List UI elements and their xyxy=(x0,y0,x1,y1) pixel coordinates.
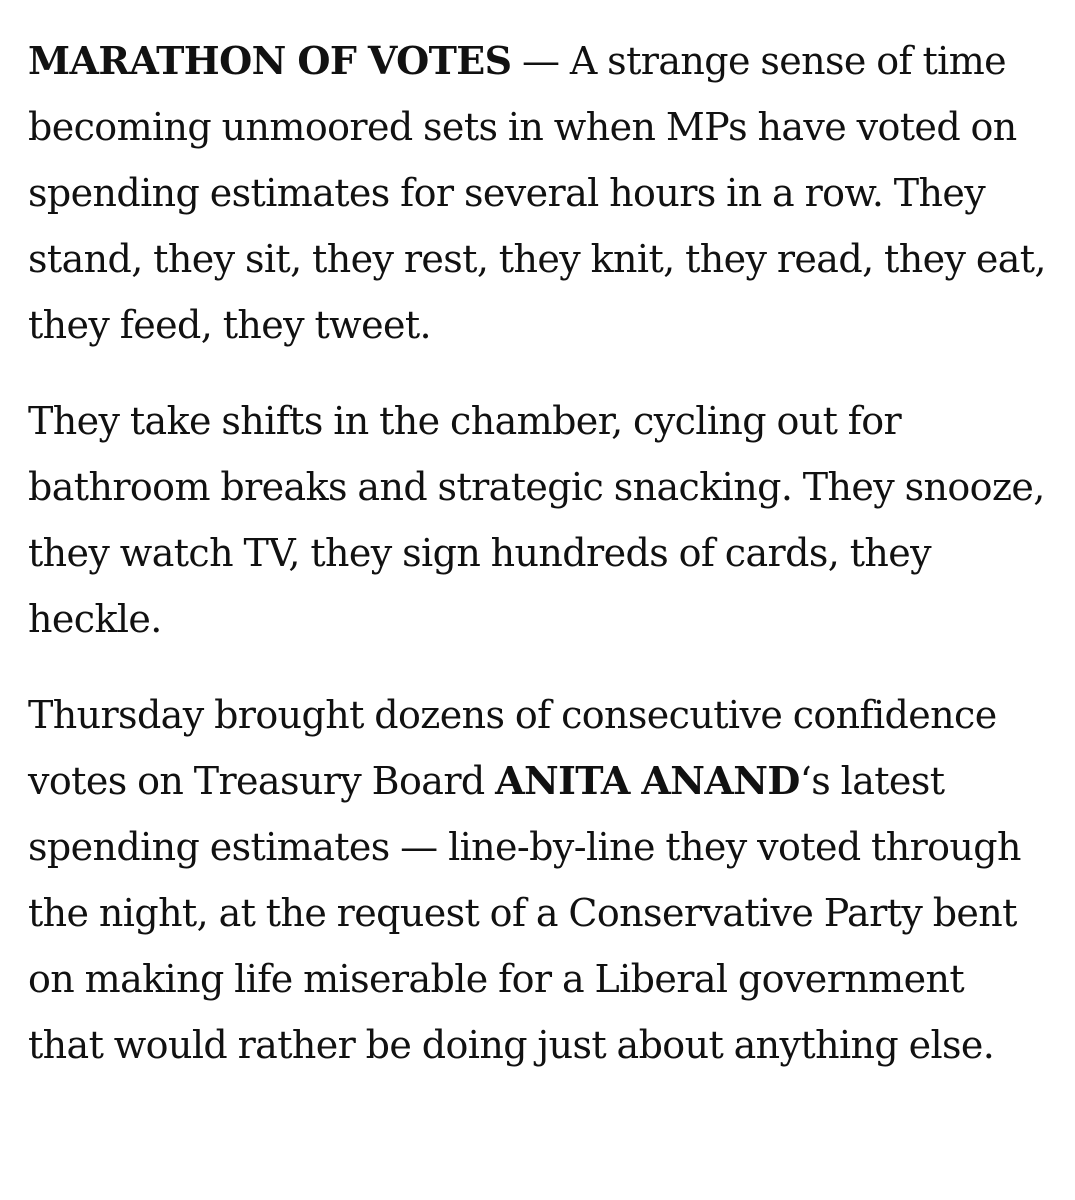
paragraph-3-text-before: Thursday brought dozens of consecutive confidence votes on Treasury Board xyxy=(28,693,997,803)
paragraph-2 xyxy=(28,388,1048,652)
paragraph-2-text: They take shifts in the chamber, cycling out for bathroom breaks and strategic snacking. They snooze, they watch TV, they sign hundreds of cards, they heckle. xyxy=(28,399,1045,641)
paragraph-3 xyxy=(28,682,1048,1078)
paragraph-1-text: — A strange sense of time becoming unmoored sets in when MPs have voted on spending estimates for several hours in a row. They stand, they sit, they rest, they knit, they read, they eat, they feed, they tweet. xyxy=(28,39,1046,347)
paragraph-1 xyxy=(28,28,1048,358)
person-name: ANITA ANAND xyxy=(495,758,800,803)
article-body xyxy=(28,28,1048,1108)
paragraph-3-text-after: ‘s latest spending estimates — line-by-line they voted through the night, at the request of a Conservative Party bent on making life miserable for a Liberal government that would rather be doing just about anything else. xyxy=(28,759,1021,1067)
section-heading: MARATHON OF VOTES xyxy=(28,38,512,83)
